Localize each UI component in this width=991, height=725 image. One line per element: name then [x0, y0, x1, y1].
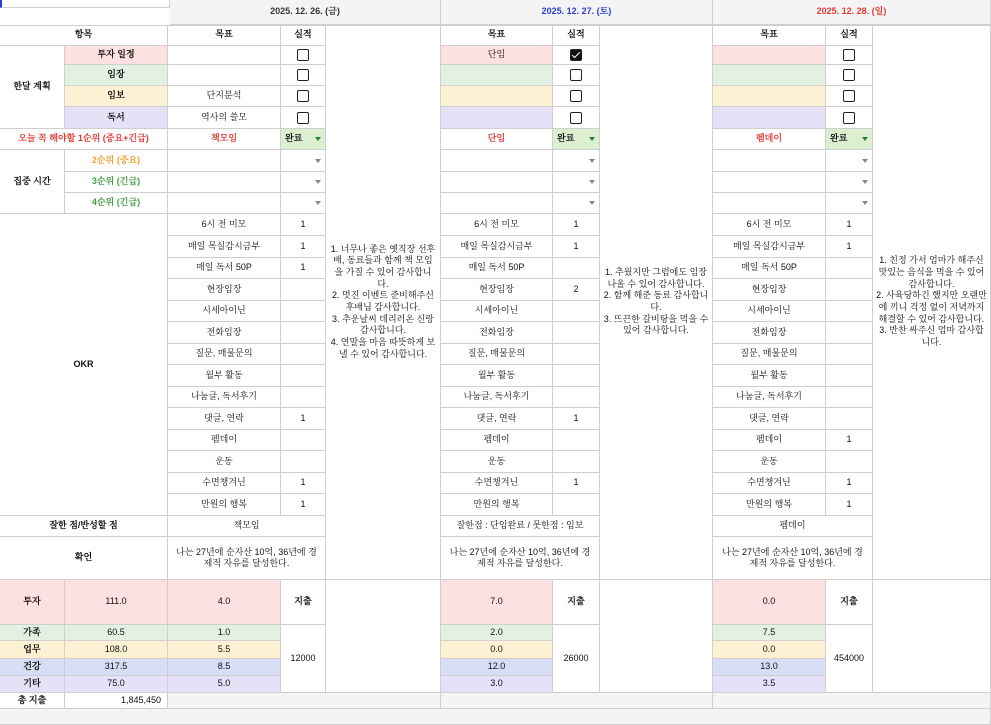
plan-check[interactable] [553, 86, 600, 107]
okr-item: 매일 목실감시금부 [713, 236, 826, 258]
okr-item: 만원의 행복 [168, 494, 281, 516]
stat-value: 8.5 [168, 659, 281, 676]
okr-value[interactable] [553, 365, 600, 387]
good-bad-text[interactable]: 책모임 [168, 516, 326, 537]
chevron-down-icon[interactable] [862, 137, 868, 141]
chevron-down-icon[interactable] [589, 137, 595, 141]
good-bad-text[interactable]: 펨데이 [713, 516, 873, 537]
okr-item: 월부 활동 [441, 365, 553, 387]
chevron-down-icon[interactable] [589, 201, 595, 205]
goal-header: 목표 [713, 25, 826, 46]
okr-value[interactable] [281, 322, 326, 344]
date-header: 2025. 12. 27. (토) [441, 0, 713, 25]
plan-check[interactable] [826, 86, 873, 107]
okr-value[interactable] [826, 301, 873, 322]
okr-value[interactable]: 1 [281, 214, 326, 236]
priority-dropdown[interactable] [281, 193, 326, 214]
okr-value[interactable] [553, 322, 600, 344]
plan-goal[interactable]: 단지분석 [168, 86, 281, 107]
checkbox-icon[interactable] [570, 90, 582, 102]
okr-value[interactable] [281, 279, 326, 301]
priority-label: 4순위 (긴급) [65, 193, 168, 214]
okr-item: 현장임장 [168, 279, 281, 301]
okr-value[interactable]: 1 [553, 473, 600, 494]
result-header: 실적 [281, 25, 326, 46]
plan-goal[interactable] [168, 65, 281, 86]
priority-dropdown[interactable] [281, 150, 326, 172]
bottom-blank [168, 693, 441, 709]
stat-label: 가족 [0, 625, 65, 641]
okr-item: 만원의 행복 [713, 494, 826, 516]
okr-value[interactable] [553, 387, 600, 408]
priority-goal[interactable] [168, 193, 281, 214]
okr-item: 6시 전 미모 [168, 214, 281, 236]
stat-value: 7.0 [441, 580, 553, 625]
okr-item: 전화임장 [441, 322, 553, 344]
stat-value: 12.0 [441, 659, 553, 676]
goal-header: 목표 [441, 25, 553, 46]
okr-value[interactable] [826, 322, 873, 344]
priority-dropdown[interactable] [553, 193, 600, 214]
chevron-down-icon[interactable] [315, 180, 321, 184]
okr-value[interactable] [553, 258, 600, 279]
priority-dropdown[interactable] [281, 172, 326, 193]
chevron-down-icon[interactable] [315, 201, 321, 205]
priority-dropdown[interactable] [553, 172, 600, 193]
stat-value: 2.0 [441, 625, 553, 641]
okr-label: OKR [0, 214, 168, 516]
okr-item: 펨데이 [713, 430, 826, 451]
okr-item: 질문, 매물문의 [168, 344, 281, 365]
monthly-item: 임장 [65, 65, 168, 86]
goal-header: 목표 [168, 25, 281, 46]
checkbox-icon[interactable] [297, 69, 309, 81]
stat-value: 13.0 [713, 659, 826, 676]
okr-item: 댓글, 연락 [441, 408, 553, 430]
monthly-item: 독서 [65, 107, 168, 129]
affirmation-text: 나는 27년에 순자산 10억, 36년에 경제적 자유를 달성한다. [168, 537, 326, 580]
chevron-down-icon[interactable] [589, 159, 595, 163]
monthly-item: 투자 일정 [65, 46, 168, 65]
okr-item: 시세아이닌 [168, 301, 281, 322]
plan-goal[interactable] [713, 107, 826, 129]
stat-label: 업무 [0, 641, 65, 659]
okr-item: 월부 활동 [168, 365, 281, 387]
stat-value: 5.5 [168, 641, 281, 659]
okr-value[interactable]: 2 [553, 279, 600, 301]
priority1-goal[interactable]: 펨데이 [713, 129, 826, 150]
gratitude-entry[interactable]: 1. 너무나 좋은 옛직장 선후배, 동료들과 함께 책 모임을 가질 수 있어 감사합니다. 2. 멋진 이벤트 준비해주신 후배님 감사합니다. 3. 추운날씨 데리러온 신랑 감사합니다. 4. 연말을 마음 따뜻하게 보낼 수 있어 감사합니다. [326, 25, 441, 580]
priority1-goal[interactable]: 책모임 [168, 129, 281, 150]
okr-item: 질문, 매물문의 [441, 344, 553, 365]
okr-value[interactable]: 1 [281, 494, 326, 516]
chevron-down-icon[interactable] [862, 180, 868, 184]
gratitude-entry[interactable]: 1. 친정 가서 엄마가 해주신 맛있는 음식을 먹을 수 있어 감사합니다. 2. 사육당하긴 했지만 오랜만에 끼니 걱정 없이 저녁까지 해결할 수 있어 감사합니다. 3. 반찬 싸주신 엄마 감사합니다. [873, 25, 991, 580]
total-expense-value: 1,845,450 [65, 693, 168, 709]
okr-value[interactable] [826, 258, 873, 279]
okr-value[interactable] [826, 344, 873, 365]
plan-check[interactable] [553, 107, 600, 129]
date-header: 2025. 12. 26. (금) [170, 0, 441, 25]
plan-check[interactable] [553, 65, 600, 86]
expense-value[interactable]: 26000 [553, 625, 600, 693]
okr-value[interactable] [553, 494, 600, 516]
priority-dropdown[interactable] [553, 150, 600, 172]
chevron-down-icon[interactable] [589, 180, 595, 184]
plan-check[interactable] [826, 65, 873, 86]
priority-goal[interactable] [713, 172, 826, 193]
stat-total: 108.0 [65, 641, 168, 659]
status-dropdown[interactable] [826, 129, 873, 150]
okr-item: 나눔글, 독서후기 [168, 387, 281, 408]
okr-value[interactable] [281, 301, 326, 322]
stat-value: 5.0 [168, 676, 281, 693]
item-header: 항목 [0, 25, 168, 46]
stat-value: 0.0 [713, 580, 826, 625]
checkbox-icon[interactable] [843, 69, 855, 81]
okr-item: 전화임장 [168, 322, 281, 344]
stat-value: 3.0 [441, 676, 553, 693]
okr-item: 댓글, 연락 [168, 408, 281, 430]
priority-goal[interactable] [713, 150, 826, 172]
status-label: 완료 [285, 133, 303, 144]
stat-value: 1.0 [168, 625, 281, 641]
okr-value[interactable] [553, 430, 600, 451]
total-expense-label: 총 지출 [0, 693, 65, 709]
okr-item: 현장임장 [441, 279, 553, 301]
okr-item: 시세아이닌 [441, 301, 553, 322]
stat-value: 7.5 [713, 625, 826, 641]
okr-item: 펨데이 [441, 430, 553, 451]
plan-goal[interactable] [168, 46, 281, 65]
priority-goal[interactable] [168, 172, 281, 193]
affirmation-text: 나는 27년에 순자산 10억, 36년에 경제적 자유를 달성한다. [441, 537, 600, 580]
priority-dropdown[interactable] [826, 172, 873, 193]
okr-value[interactable] [281, 344, 326, 365]
okr-value[interactable] [553, 344, 600, 365]
plan-goal[interactable] [713, 86, 826, 107]
plan-goal[interactable] [441, 86, 553, 107]
checkbox-icon[interactable] [570, 69, 582, 81]
okr-value[interactable]: 1 [826, 430, 873, 451]
stat-label: 기타 [0, 676, 65, 693]
okr-value[interactable] [281, 365, 326, 387]
focus-time-label: 집중 시간 [0, 150, 65, 214]
stat-total: 75.0 [65, 676, 168, 693]
priority-label: 3순위 (긴급) [65, 172, 168, 193]
plan-check[interactable] [281, 65, 326, 86]
okr-value[interactable] [826, 408, 873, 430]
status-dropdown[interactable] [281, 129, 326, 150]
stat-value: 4.0 [168, 580, 281, 625]
okr-value[interactable]: 1 [281, 236, 326, 258]
stats-blank [600, 580, 713, 693]
okr-item: 댓글, 연락 [713, 408, 826, 430]
stat-label: 건강 [0, 659, 65, 676]
checkbox-icon[interactable] [297, 90, 309, 102]
checkbox-icon[interactable] [843, 90, 855, 102]
status-dropdown[interactable] [553, 129, 600, 150]
okr-item: 6시 전 미모 [713, 214, 826, 236]
plan-goal[interactable] [441, 107, 553, 129]
plan-check[interactable] [553, 46, 600, 65]
plan-check[interactable] [281, 107, 326, 129]
chevron-down-icon[interactable] [315, 159, 321, 163]
okr-value[interactable] [281, 387, 326, 408]
stat-total: 111.0 [65, 580, 168, 625]
okr-value[interactable]: 1 [553, 408, 600, 430]
okr-item: 매일 목실감시금부 [168, 236, 281, 258]
plan-goal[interactable]: 단임 [441, 46, 553, 65]
expense-value[interactable]: 454000 [826, 625, 873, 693]
okr-item: 매일 목실감시금부 [441, 236, 553, 258]
okr-item: 나눔글, 독서후기 [441, 387, 553, 408]
okr-item: 수면챙겨닌 [441, 473, 553, 494]
date-header: 2025. 12. 28. (일) [713, 0, 991, 25]
okr-item: 수면챙겨닌 [713, 473, 826, 494]
okr-value[interactable] [553, 301, 600, 322]
status-label: 완료 [557, 133, 575, 144]
result-header: 실적 [826, 25, 873, 46]
monthly-item: 임보 [65, 86, 168, 107]
expense-header: 지출 [281, 580, 326, 625]
checkbox-icon[interactable] [570, 49, 582, 61]
footer-row [0, 709, 991, 725]
gratitude-entry[interactable]: 1. 추웠지만 그럼에도 임장 나올 수 있어 감사합니다. 2. 함께 해준 동료 감사합니다. 3. 뜨끈한 갈비탕을 먹을 수 있어 감사합니다. [600, 25, 713, 580]
okr-value[interactable]: 1 [281, 258, 326, 279]
chevron-down-icon[interactable] [315, 137, 321, 141]
okr-value[interactable]: 1 [281, 408, 326, 430]
priority1-goal[interactable]: 단임 [441, 129, 553, 150]
plan-goal[interactable]: 역사의 쓸모 [168, 107, 281, 129]
affirmation-text: 나는 27년에 순자산 10억, 36년에 경제적 자유를 달성한다. [713, 537, 873, 580]
priority-goal[interactable] [713, 193, 826, 214]
okr-item: 운동 [441, 451, 553, 473]
priority-dropdown[interactable] [826, 150, 873, 172]
plan-check[interactable] [826, 46, 873, 65]
okr-value[interactable]: 1 [826, 236, 873, 258]
expense-header: 지출 [553, 580, 600, 625]
okr-item: 만원의 행복 [441, 494, 553, 516]
priority-goal[interactable] [168, 150, 281, 172]
okr-value[interactable] [826, 279, 873, 301]
checkbox-icon[interactable] [843, 112, 855, 124]
okr-value[interactable]: 1 [826, 473, 873, 494]
stat-value: 0.0 [713, 641, 826, 659]
checkbox-icon[interactable] [843, 49, 855, 61]
okr-value[interactable] [281, 430, 326, 451]
okr-value[interactable] [826, 365, 873, 387]
status-label: 완료 [830, 133, 848, 144]
okr-item: 6시 전 미모 [441, 214, 553, 236]
good-bad-label: 잘한 점/반성할 점 [0, 516, 168, 537]
okr-value[interactable]: 1 [281, 473, 326, 494]
chevron-down-icon[interactable] [862, 201, 868, 205]
stat-total: 317.5 [65, 659, 168, 676]
stat-value: 3.5 [713, 676, 826, 693]
plan-goal[interactable] [713, 65, 826, 86]
okr-value[interactable]: 1 [553, 236, 600, 258]
okr-item: 펨데이 [168, 430, 281, 451]
priority-goal[interactable] [441, 150, 553, 172]
okr-value[interactable]: 1 [553, 214, 600, 236]
bottom-blank [441, 693, 713, 709]
good-bad-text[interactable]: 잘한점 : 단임완료 / 못한점 : 임보 [441, 516, 600, 537]
plan-goal[interactable] [713, 46, 826, 65]
okr-item: 월부 활동 [713, 365, 826, 387]
stat-total: 60.5 [65, 625, 168, 641]
plan-check[interactable] [281, 46, 326, 65]
expense-header: 지출 [826, 580, 873, 625]
checkbox-icon[interactable] [570, 112, 582, 124]
okr-item: 현장임장 [713, 279, 826, 301]
stat-label: 투자 [0, 580, 65, 625]
stat-value: 0.0 [441, 641, 553, 659]
affirmation-label: 확언 [0, 537, 168, 580]
okr-value[interactable] [826, 451, 873, 473]
stats-blank [873, 580, 991, 693]
bottom-blank [713, 693, 991, 709]
okr-item: 시세아이닌 [713, 301, 826, 322]
stats-blank [326, 580, 441, 693]
okr-item: 전화임장 [713, 322, 826, 344]
okr-item: 질문, 매물문의 [713, 344, 826, 365]
checkbox-icon[interactable] [297, 49, 309, 61]
priority-label: 2순위 (중요) [65, 150, 168, 172]
okr-item: 매일 독서 50P [713, 258, 826, 279]
chevron-down-icon[interactable] [862, 159, 868, 163]
okr-value[interactable] [826, 387, 873, 408]
priority-goal[interactable] [441, 193, 553, 214]
okr-value[interactable]: 1 [826, 494, 873, 516]
okr-item: 운동 [713, 451, 826, 473]
priority1-label: 오늘 꼭 해야할 1순위 (중요+긴급) [0, 129, 168, 150]
top-left-cell [0, 0, 170, 8]
priority-dropdown[interactable] [826, 193, 873, 214]
okr-item: 매일 독서 50P [168, 258, 281, 279]
plan-check[interactable] [281, 86, 326, 107]
result-header: 실적 [553, 25, 600, 46]
plan-goal[interactable] [441, 65, 553, 86]
okr-item: 수면챙겨닌 [168, 473, 281, 494]
okr-value[interactable] [281, 451, 326, 473]
okr-value[interactable]: 1 [826, 214, 873, 236]
expense-value[interactable]: 12000 [281, 625, 326, 693]
okr-item: 매일 독서 50P [441, 258, 553, 279]
monthly-plan-label: 한달 계획 [0, 46, 65, 129]
okr-item: 나눔글, 독서후기 [713, 387, 826, 408]
plan-check[interactable] [826, 107, 873, 129]
okr-item: 운동 [168, 451, 281, 473]
priority-goal[interactable] [441, 172, 553, 193]
okr-value[interactable] [553, 451, 600, 473]
checkbox-icon[interactable] [297, 112, 309, 124]
